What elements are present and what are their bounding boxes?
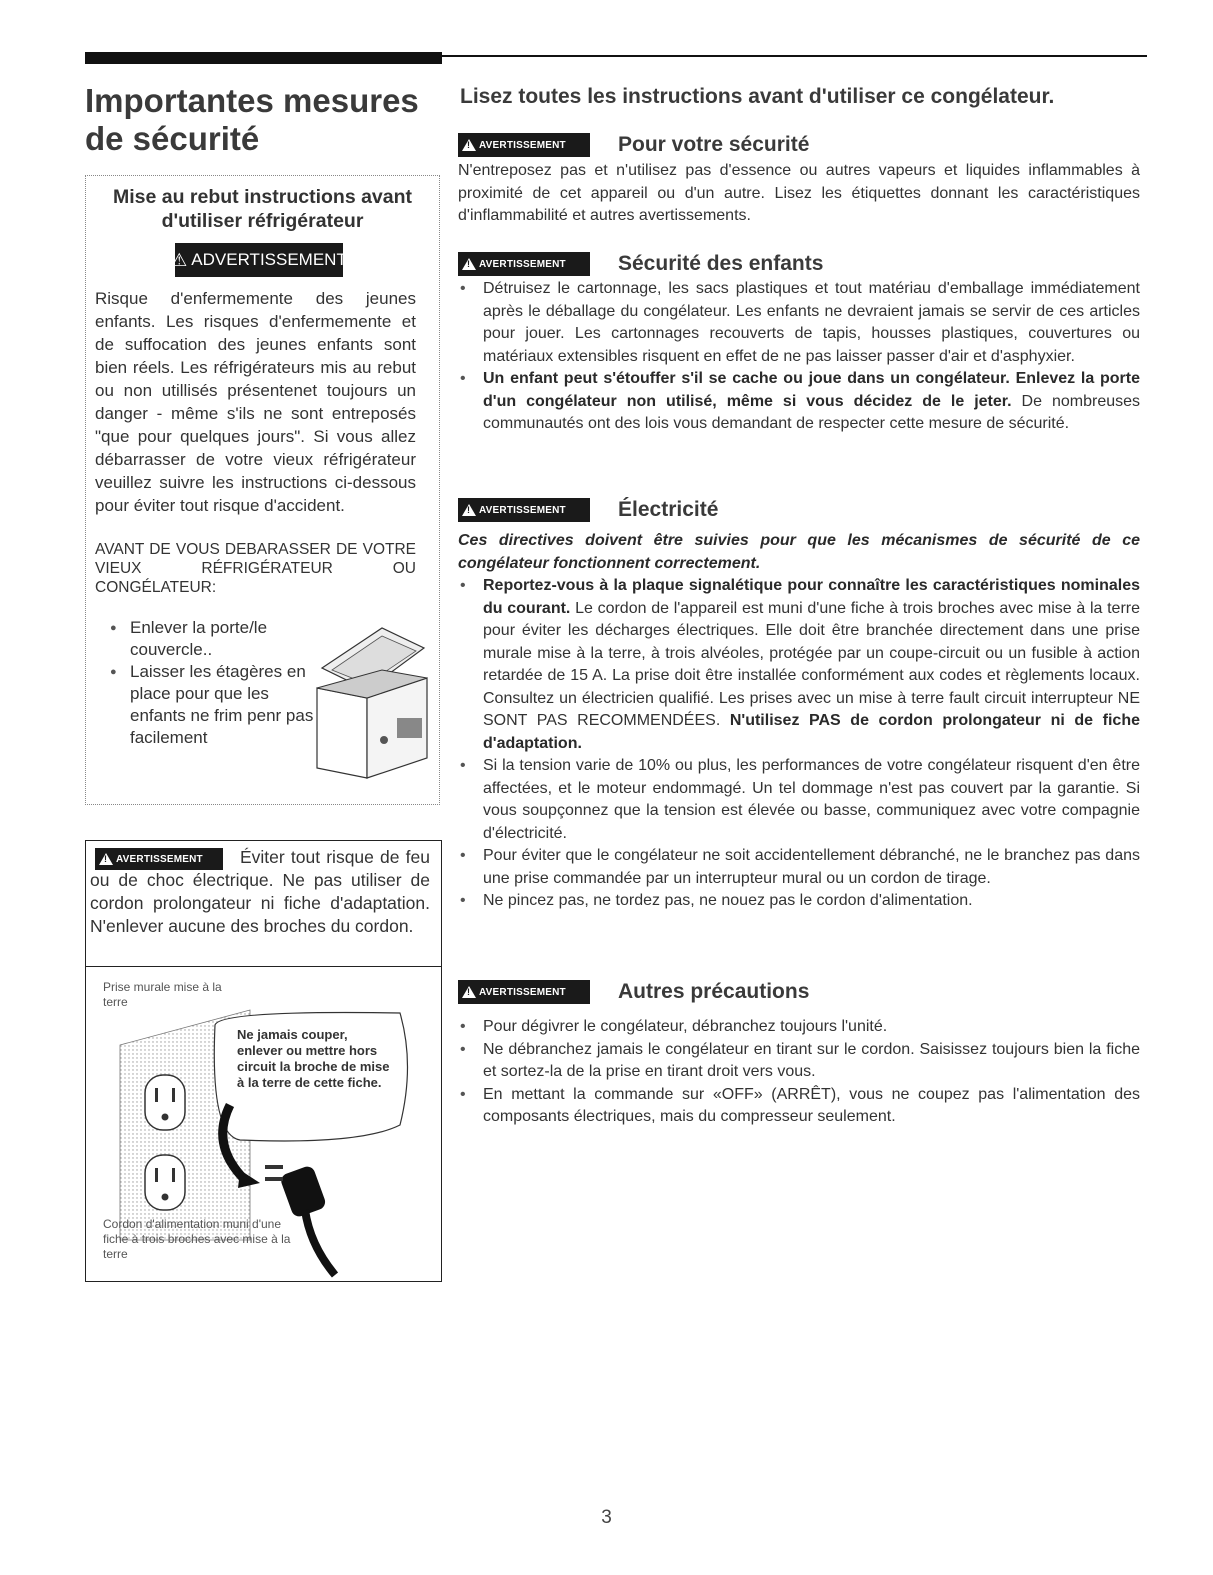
section-body-electricity (458, 530, 1140, 913)
list-item: ● Laisser les étagères en place pour que les enfants ne frim penr pas facilement (110, 661, 315, 749)
section-title: Pour votre sécurité (618, 133, 810, 156)
list-item: • Si la tension varie de 10% ou plus, les performances de votre congélateur risquent d'en être affectées, et le moteur endommagé. Un tel dommage n'est pas couvert par la garantie. Si vous soupçonnez que la tension est élevée ou basse, communiquez avec votre compagnie d'électricité. (458, 755, 1140, 845)
outlet-caption: Prise murale mise à la terre (103, 980, 222, 1009)
paragraph: N'entreposez pas et n'utilisez pas d'essence ou autres vapeurs et liquides inflammables à proximité de cet appareil ou d'un autre. Lisez les étiquettes donnant les caractéristiques d'inflammabilité et autres avertissements. (458, 162, 1140, 224)
list-item: ● Enlever la porte/le couvercle.. (110, 617, 315, 661)
warning-banner-label: ADVERTISSEMENT (191, 250, 347, 269)
page-number: 3 (601, 1507, 612, 1528)
section-header-children (458, 252, 823, 276)
warning-banner (171, 243, 347, 277)
page-title: Importantes mesures de sécurité (85, 82, 419, 157)
list-item (458, 575, 1140, 755)
warning-triangle-icon (462, 258, 476, 270)
warning-triangle-icon (462, 504, 476, 516)
section-header-other (458, 980, 809, 1004)
warning-label (95, 848, 223, 870)
bold-text: Un enfant peut s'étouffer s'il se cache ou joue dans un congélateur. Enlevez la porte d'un congélateur non utilisé, même si vous décidez de le jeter. (483, 370, 1140, 410)
warning-label-text: AVERTISSEMENT (479, 986, 566, 998)
warning-triangle-icon (462, 986, 476, 998)
list-item: • Pour éviter que le congélateur ne soit accidentellement débranché, ne le branchez pas dans une prise commandée par un interrupteur mural ou un cordon de tirage. (458, 845, 1140, 890)
header-rule-thin (442, 55, 1147, 57)
warning-label-text: AVERTISSEMENT (479, 258, 566, 270)
instructions-title: Lisez toutes les instructions avant d'utiliser ce congélateur. (460, 85, 1055, 108)
section-title: Électricité (618, 498, 719, 521)
list-item: • Ne débranchez jamais le congélateur en tirant sur le cordon. Saisissez toujours bien la fiche et sortez-la de la prise en tirant droit vers vous. (458, 1039, 1140, 1084)
header-rule-thick (85, 52, 442, 64)
section-body-other (458, 1016, 1140, 1129)
plug-callout: Ne jamais couper, enlever ou mettre hors circuit la broche de mise à la terre de cette fiche. (237, 1027, 390, 1090)
bold-text: Reportez-vous à la plaque signalétique pour connaître les caractéristiques nominales du courant. (483, 577, 1140, 617)
section-header-electricity (458, 498, 718, 522)
divider (85, 966, 442, 967)
warning-label-text: AVERTISSEMENT (479, 504, 566, 516)
chest-freezer-illustration (312, 618, 432, 788)
bold-text: N'utilisez PAS de cordon prolongateur ni de fiche d'adaptation. (483, 712, 1140, 752)
warning-label (458, 133, 590, 157)
warning-label (458, 252, 590, 276)
text: De nombreuses communautés ont des lois vous demandant de respecter cette mesure de sécurité. (483, 392, 1141, 432)
warning-label (458, 980, 590, 1004)
warning-label (458, 498, 590, 522)
disposal-steps (110, 617, 315, 749)
cord-caption: Cordon d'alimentation muni d'une fiche à trois broches avec mise à la terre (103, 1217, 291, 1261)
warning-triangle-icon: ⚠ (171, 249, 188, 270)
list-item: • Ne pincez pas, ne tordez pas, ne nouez pas le cordon d'alimentation. (458, 890, 1140, 913)
text: Le cordon de l'appareil est muni d'une fiche à trois broches avec mise à la terre pour éviter les décharges électriques. Elle doit être branchée directement dans une prise murale mise à la terre, à trois alvéoles, protégée par un coupe-circuit ou un fusible à action retardée de 15 A. La prise doit être installée conformément aux codes et règlements locaux. Consultez un électricien qualifié. Les prises avec un mise à terre fault circuit interrupteur NE SONT PAS RECOMMENDÉES. (483, 599, 1141, 729)
section-title: Autres précautions (618, 980, 810, 1003)
intro-text: Ces directives doivent être suivies pour que les mécanismes de sécurité de ce congélateur fonctionnent correctement. (458, 532, 1140, 572)
section-body-children (458, 278, 1140, 436)
list-item (458, 368, 1140, 436)
disposal-title: Mise au rebut instructions avant d'utiliser réfrigérateur (112, 186, 413, 232)
warning-triangle-icon (99, 853, 113, 865)
electric-warning-text: Éviter tout risque de feu ou de choc électrique. Ne pas utiliser de cordon prolongateur ni fiche d'adaptation. N'enlever aucune des broches du cordon. (90, 847, 430, 936)
list-item: • En mettant la commande sur «OFF» (ARRÊT), vous ne coupez pas l'alimentation des composants électriques, mais du compresseur seulement. (458, 1084, 1140, 1129)
warning-label-text: AVERTISSEMENT (479, 139, 566, 151)
list-item: • Détruisez le cartonnage, les sacs plastiques et tout matériau d'emballage immédiatement après le déballage du congélateur. Les enfants ne devraient jamais se servir de ces articles pour jouer. Les cartonnages recouverts de tapis, housses plastiques, couvertures ou matériaux extensibles risquent en effet de ne pas laisser passer d'air et d'asphyxier. (458, 278, 1140, 368)
list-item: • Pour dégivrer le congélateur, débranchez toujours l'unité. (458, 1016, 1140, 1039)
section-body-safety (458, 160, 1140, 228)
disposal-body: Risque d'enfermemente des jeunes enfants. Les risques d'enfermemente et de suffocation des jeunes enfants sont bien réels. Les réfrigérateurs mis au rebut ou non utillisés présentenet toujours un danger - même s'ils ne sont entreposés "que pour quelques jours". Si vous allez débarrasser de votre vieux réfrigérateur veuillez suivre les instructions ci-dessous pour éviter tout risque d'accident. (95, 289, 416, 515)
disposal-caps: AVANT DE VOUS DEBARASSER DE VOTRE VIEUX RÉFRIGÉRATEUR OU CONGÉLATEUR: (95, 541, 416, 596)
warning-label-text: AVERTISSEMENT (116, 853, 203, 865)
section-header-safety (458, 133, 809, 157)
warning-triangle-icon (462, 139, 476, 151)
section-title: Sécurité des enfants (618, 252, 824, 275)
